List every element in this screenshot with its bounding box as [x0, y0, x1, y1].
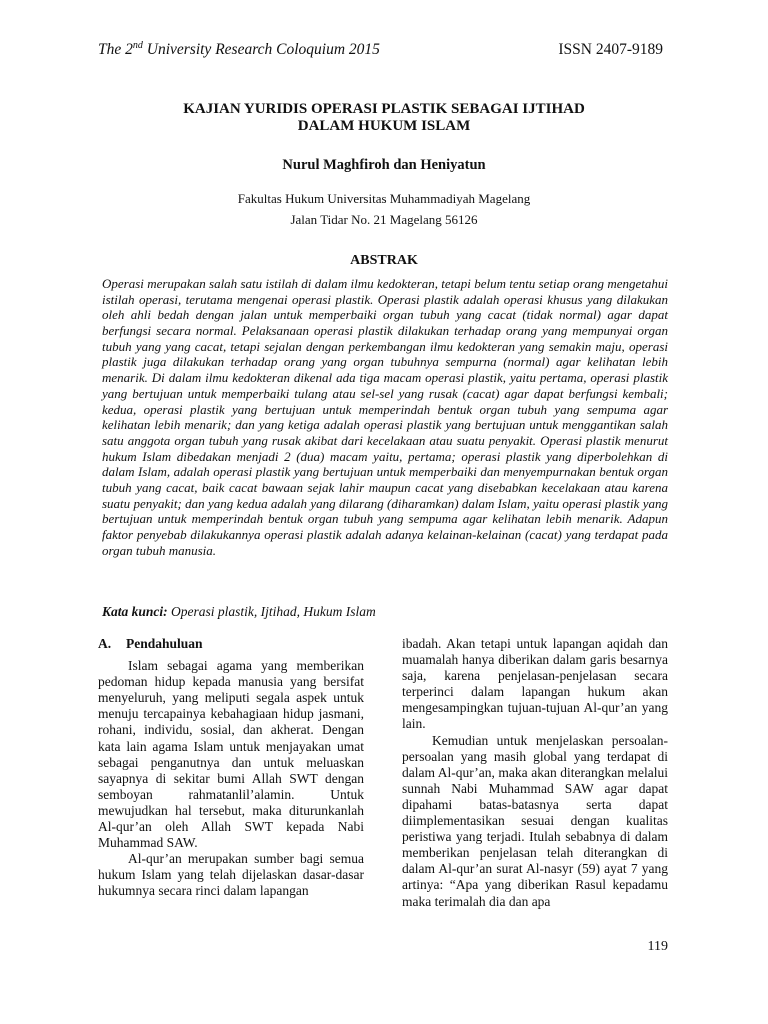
paper-title — [100, 101, 668, 135]
abstract-heading: ABSTRAK — [350, 253, 418, 268]
body-paragraph-3: ibadah. Akan tetapi untuk lapangan aqidah dan muamalah hanya diberikan dalam garis besarnya saja, karena penjelasan-penjelasan secara terperinci dalam lapangan hukum akan mengesampingkan tujuan-tujuan Al-qur’an yang lain. — [402, 636, 668, 732]
body-paragraph-4: Kemudian untuk menjelaskan persoalan-persoalan yang masih global yang terdapat di dalam Al-qur’an, maka akan diterangkan melalui sunnah Nabi Muhammad SAW agar dapat dipahami batas-batasnya serta dapat diimplementasikan sesuai dengan kualitas peristiwa yang terjadi. Itulah sebabnya di dalam memberikan penjelasan telah diterangkan di dalam Al-qur’an surat Al-nasyr (59) ayat 7 yang artinya: “Apa yang diberikan Rasul kepadamu maka terimalah dia dan apa — [402, 732, 668, 909]
keywords-text: Operasi plastik, Ijtihad, Hukum Islam — [167, 604, 376, 619]
left-column — [98, 636, 364, 900]
abstract-text: Operasi merupakan salah satu istilah di dalam ilmu kedokteran, tetapi belum tentu setiap orang mengetahui istilah operasi, terutama mengenai operasi plastik. Operasi plastik adalah operasi khusus yang dilakukan oleh ahli bedah dengan jalan untuk memperbaiki organ tubuh yang cacat (tidak normal) agar dapat berfungsi secara normal. Pelaksanaan operasi plastik dilakukan terhadap orang yang mempunyai organ tubuh yang yang cacat, tetapi sejalan dengan perkembangan ilmu kedokteran yang semakin maju, operasi plastik juga dilakukan terhadap orang yang organ tubuhnya sempurna (normal) agar kelihatan lebih menarik. Di dalam ilmu kedokteran dikenal ada tiga macam operasi plastik, yaitu pertama, operasi plastik yang bertujuan untuk memperbaiki tulang atau sel-sel yang rusak (cacat) agar dapat berfungsi kembali; kedua, operasi plastik yang bertujuan untuk memperindah bentuk organ tubuh yang sempuma agar kelihatan lebih menarik; dan yang ketiga adalah operasi plastik yang bertujuan untuk menggantikan salah satu anggota organ tubuh yang rusak akibat dari kecelakaan atau suatu penyakit. Operasi plastik menurut hukum Islam dibedakan menjadi 2 (dua) macam yaitu, pertama; operasi plastik yang diperbolehkan di dalam Islam, adalah operasi plastik yang bertujuan untuk memperbaiki dan menyempurnakan bentuk organ tubuh yang cacat, baik cacat bawaan sejak lahir maupun cacat yang disebabkan kecelakaan atau karena suatu penyakit; dan yang kedua adalah yang dilarang (diharamkan) dalam Islam, yaitu operasi plastik yang bertujuan untuk memperindah bentuk organ tubuh yang sempuma agar kelihatan lebih menarik. Adapun faktor penyebab dilakukannya operasi plastik adalah adanya kelainan-kelainan (cacat) yang terdapat pada organ tubuh manusia. — [102, 276, 668, 558]
affiliation-institution: Fakultas Hukum Universitas Muhammadiyah Magelang — [237, 191, 531, 206]
paper-title-line-2: DALAM HUKUM ISLAM — [297, 118, 471, 134]
paper-title-line-1: KAJIAN YURIDIS OPERASI PLASTIK SEBAGAI IJTIHAD — [183, 101, 585, 117]
section-number: A. — [98, 636, 112, 651]
section-heading — [98, 636, 364, 652]
header-conference-suffix: University Research Coloquium 2015 — [142, 41, 380, 58]
running-header-issn: ISSN 2407-9189 — [558, 41, 663, 58]
body-paragraph-1: Islam sebagai agama yang memberikan pedoman hidup kepada manusia yang bersifat menyeluruh, yang meliputi segala aspek untuk menuju tercapainya kebahagiaan hidup jasmani, rohani, individu, sosial, dan akherat. Dengan kata lain agama Islam untuk menjayakan umat sebagai penganutnya dan untuk meluaskan sayapnya di sekitar bumi Allah SWT dengan semboyan rahmatanlil’alamin. Untuk mewujudkan hal tersebut, maka diturunkanlah Al-qur’an oleh Allah SWT kepada Nabi Muhammad SAW. — [98, 658, 364, 851]
header-conference-prefix: The 2 — [98, 41, 133, 58]
page-number: 119 — [647, 939, 668, 954]
paper-authors: Nurul Maghfiroh dan Heniyatun — [282, 157, 486, 173]
keywords-label: Kata kunci: — [102, 604, 168, 619]
keywords — [102, 604, 668, 620]
affiliation-address: Jalan Tidar No. 21 Magelang 56126 — [290, 212, 478, 227]
body-paragraph-2: Al-qur’an merupakan sumber bagi semua hukum Islam yang telah dijelaskan dasar-dasar hukumnya secara rinci dalam lapangan — [98, 851, 364, 899]
section-title: Pendahuluan — [126, 636, 203, 651]
header-conference-superscript: nd — [132, 40, 143, 51]
right-column — [402, 636, 668, 910]
running-header-conference — [98, 41, 380, 59]
author-affiliation — [100, 188, 668, 230]
